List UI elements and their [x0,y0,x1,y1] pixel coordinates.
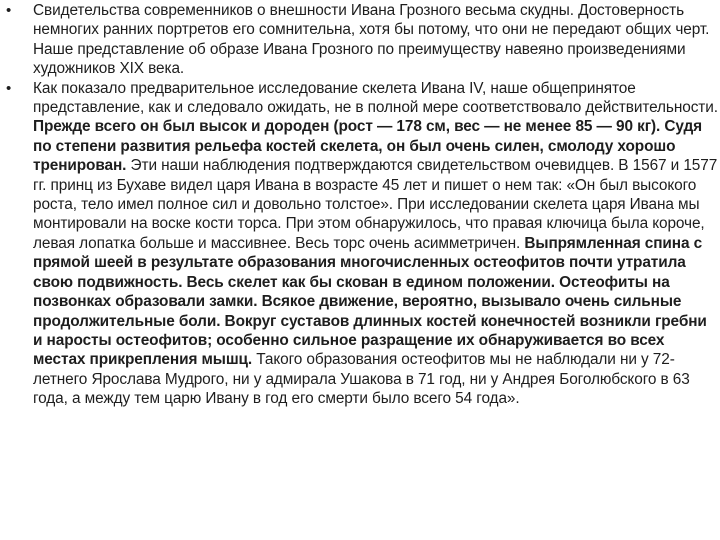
bullet-text-segment: Такого образования остеофитов мы не наблюдали ни у 72-летнего Ярослава Мудрого, ни у адмирала Ушакова в 71 год, ни у Андрея Боголюбского в 63 года, а между тем царю Ивану в год его смерти было всего 54 года». [33,351,690,408]
bullet-item-appearance [0,1,718,79]
bullet-text-segment: Эти наши наблюдения подтверждаются свидетельством очевидцев. В 1567 и 1577 гг. принц из Бухаве видел царя Ивана в возрасте 45 лет и пишет о нем так: «Он был высокого роста, тело имел полное сил и довольно толстое». При исследовании скелета царя Ивана мы монтировали на воске кости торса. При этом обнаружилось, что правая ключица была короче, левая лопатка больше и массивнее. Весь торс очень асимметричен. [33,157,718,252]
bullet-text: Свидетельства современников о внешности Ивана Грозного весьма скудны. Достоверность немногих ранних портретов его сомнительна, хотя бы потому, что они не передают общих черт. Наше представление об образе Ивана Грозного по преимуществу навеяно произведениями художников XIX века. [33,2,710,78]
bullet-text-segment: Как показало предварительное исследование скелета Ивана IV, наше общепринятое представление, как и следовало ожидать, не в полной мере соответствовало действительности. [33,79,718,117]
bullet-list [0,1,718,409]
bullet-text-bold-segment: Выпрямленная спина с прямой шеей в результате образования многочисленных остеофитов почти утратила свою подвижность. Весь скелет как бы скован в едином положении. Остеофиты на позвонках образовали замки. Всякое движение, вероятно, вызывало очень сильные продолжительные боли. Вокруг суставов длинных костей конечностей возникли гребни и наросты остеофитов; особенно сильное разращение их обнаруживается во всех местах прикрепления мышц. [33,234,707,369]
bullet-marker: • [6,79,12,97]
bullet-item-skeleton-study [0,79,718,409]
bullet-text-bold-segment: Прежде всего он был высок и дороден (рост — 178 см, вес — не менее 85 — 90 кг). Судя по степени развития рельефа костей скелета, он был очень силен, смолоду хорошо тренирован. [33,118,703,175]
bullet-marker: • [6,2,12,19]
